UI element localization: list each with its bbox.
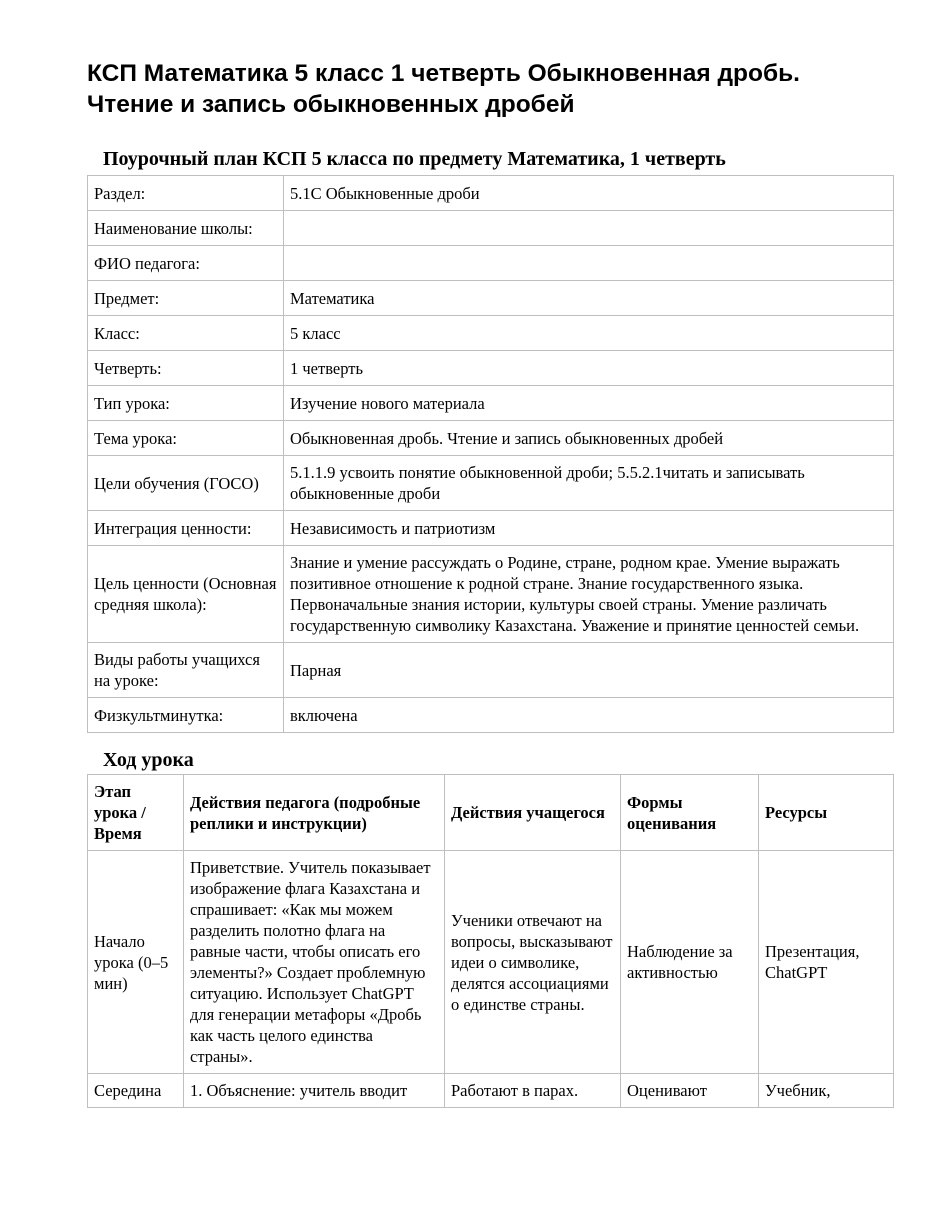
info-value: Независимость и патриотизм — [284, 511, 894, 546]
info-value: Знание и умение рассуждать о Родине, стране, родном крае. Умение выражать позитивное отношение к родной стране. Знание государственного языка. Первоначальные знания истории, культуры своей страны. Умение различать государственную символику Казахстана. Уважение и принятие ценностей семьи. — [284, 546, 894, 643]
info-row-topic — [88, 421, 894, 456]
info-value: Парная — [284, 643, 894, 698]
resources-cell: Презентация, ChatGPT — [759, 851, 894, 1074]
info-row-grade — [88, 316, 894, 351]
info-value — [284, 211, 894, 246]
info-row-value-goal — [88, 546, 894, 643]
info-value: Математика — [284, 281, 894, 316]
info-value — [284, 246, 894, 281]
student-actions-cell: Работают в парах. — [445, 1074, 621, 1108]
info-label: Наименование школы: — [88, 211, 284, 246]
assessment-cell: Оценивают — [621, 1074, 759, 1108]
lesson-flow-table — [87, 774, 894, 1108]
document-title: КСП Математика 5 класс 1 четверть Обыкновенная дробь. Чтение и запись обыкновенных дробей — [87, 60, 800, 118]
info-label: Тип урока: — [88, 386, 284, 421]
info-value: 1 четверть — [284, 351, 894, 386]
info-value: включена — [284, 698, 894, 733]
info-label: Тема урока: — [88, 421, 284, 456]
info-value: Обыкновенная дробь. Чтение и запись обыкновенных дробей — [284, 421, 894, 456]
info-label: Раздел: — [88, 176, 284, 211]
lesson-info-table — [87, 175, 894, 733]
info-label: Физкультминутка: — [88, 698, 284, 733]
info-row-school — [88, 211, 894, 246]
column-header-teacher-actions: Действия педагога (подробные реплики и инструкции) — [184, 775, 445, 851]
info-row-work-types — [88, 643, 894, 698]
info-row-value-integration — [88, 511, 894, 546]
column-header-student-actions: Действия учащегося — [445, 775, 621, 851]
lesson-header-row — [88, 775, 894, 851]
teacher-actions-cell: 1. Объяснение: учитель вводит — [184, 1074, 445, 1108]
info-row-quarter — [88, 351, 894, 386]
info-label: ФИО педагога: — [88, 246, 284, 281]
lesson-flow-heading: Ход урока — [103, 749, 194, 771]
table-row — [88, 1074, 894, 1108]
stage-cell: Начало урока (0–5 мин) — [88, 851, 184, 1074]
assessment-cell: Наблюдение за активностью — [621, 851, 759, 1074]
info-label: Предмет: — [88, 281, 284, 316]
column-header-resources: Ресурсы — [759, 775, 894, 851]
info-label: Цель ценности (Основная средняя школа): — [88, 546, 284, 643]
info-label: Виды работы учащихся на уроке: — [88, 643, 284, 698]
info-row-subject — [88, 281, 894, 316]
info-row-section — [88, 176, 894, 211]
info-row-physical-break — [88, 698, 894, 733]
column-header-stage: Этап урока / Время — [88, 775, 184, 851]
info-label: Класс: — [88, 316, 284, 351]
stage-cell: Середина — [88, 1074, 184, 1108]
info-value: 5.1С Обыкновенные дроби — [284, 176, 894, 211]
student-actions-cell: Ученики отвечают на вопросы, высказывают идеи о символике, делятся ассоциациями о единстве страны. — [445, 851, 621, 1074]
info-row-lesson-type — [88, 386, 894, 421]
teacher-actions-cell: Приветствие. Учитель показывает изображение флага Казахстана и спрашивает: «Как мы можем разделить полотно флага на равные части, чтобы описать его элементы?» Создает проблемную ситуацию. Использует ChatGPT для генерации метафоры «Дробь как часть целого единства страны». — [184, 851, 445, 1074]
resources-cell: Учебник, — [759, 1074, 894, 1108]
info-label: Цели обучения (ГОСО) — [88, 456, 284, 511]
info-value: Изучение нового материала — [284, 386, 894, 421]
info-row-learning-goals — [88, 456, 894, 511]
info-value: 5.1.1.9 усвоить понятие обыкновенной дроби; 5.5.2.1читать и записывать обыкновенные дроби — [284, 456, 894, 511]
column-header-assessment: Формы оценивания — [621, 775, 759, 851]
document-page — [87, 58, 893, 1108]
plan-heading: Поурочный план КСП 5 класса по предмету Математика, 1 четверть — [103, 148, 726, 170]
info-label: Четверть: — [88, 351, 284, 386]
info-value: 5 класс — [284, 316, 894, 351]
info-label: Интеграция ценности: — [88, 511, 284, 546]
info-row-teacher — [88, 246, 894, 281]
table-row — [88, 851, 894, 1074]
